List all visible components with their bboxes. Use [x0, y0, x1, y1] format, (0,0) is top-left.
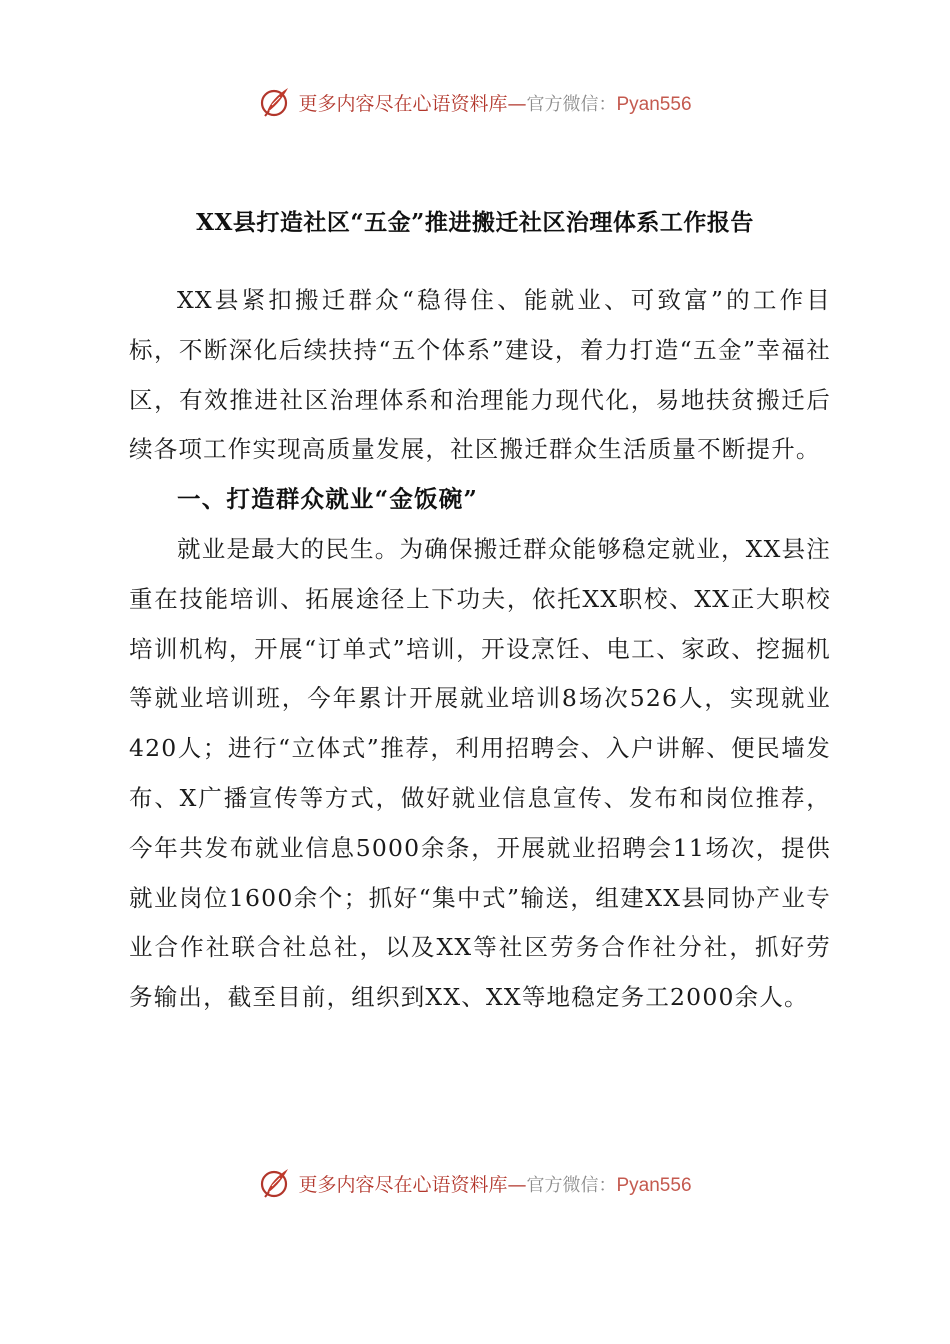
watermark-wechat-label: 官方微信： — [526, 1174, 617, 1196]
header-watermark — [0, 82, 950, 122]
section-paragraph: 就业是最大的民生。为确保搬迁群众能够稳定就业，XX县注重在技能培训、拓展途径上下功夫，依托XX职校、XX正大职校培训机构，开展“订单式”培训，开设烹饪、电工、家政、挖掘机等就业培训班，今年累计开展就业培训8场次526人，实现就业420人；进行“立体式”推荐，利用招聘会、入户讲解、便民墙发布、X广播宣传等方式，做好就业信息宣传、发布和岗位推荐，今年共发布就业信息5000余条，开展就业招聘会11场次，提供就业岗位1600余个；抓好“集中式”输送，组建XX县同协产业专业合作社联合社总社，以及XX等社区劳务合作社分社，抓好劳务输出，截至目前，组织到XX、XX等地稳定务工2000余人。 — [129, 534, 831, 1012]
quill-pen-logo-icon — [258, 85, 292, 119]
watermark-main-text: 更多内容尽在心语资料库 — [298, 1173, 508, 1196]
document-body — [129, 276, 831, 1023]
watermark-text — [298, 89, 691, 116]
watermark-text — [298, 1170, 691, 1197]
watermark-wechat-id: Pyan556 — [616, 1174, 692, 1196]
watermark-dash: — — [507, 1173, 527, 1196]
intro-paragraph: XX县紧扣搬迁群众“稳得住、能就业、可致富”的工作目标，不断深化后续扶持“五个体系”建设，着力打造“五金”幸福社区，有效推进社区治理体系和治理能力现代化，易地扶贫搬迁后续各项工作实现高质量发展，社区搬迁群众生活质量不断提升。 — [129, 286, 831, 464]
watermark-dash: — — [507, 92, 527, 115]
section-heading: 一、打造群众就业“金饭碗” — [177, 485, 479, 514]
footer-watermark — [0, 1163, 950, 1203]
watermark-wechat-label: 官方微信： — [526, 93, 617, 115]
quill-pen-logo-icon — [258, 1166, 292, 1200]
document-title: XX县打造社区“五金”推进搬迁社区治理体系工作报告 — [196, 209, 754, 236]
watermark-wechat-id: Pyan556 — [616, 93, 692, 115]
watermark-main-text: 更多内容尽在心语资料库 — [298, 92, 508, 115]
